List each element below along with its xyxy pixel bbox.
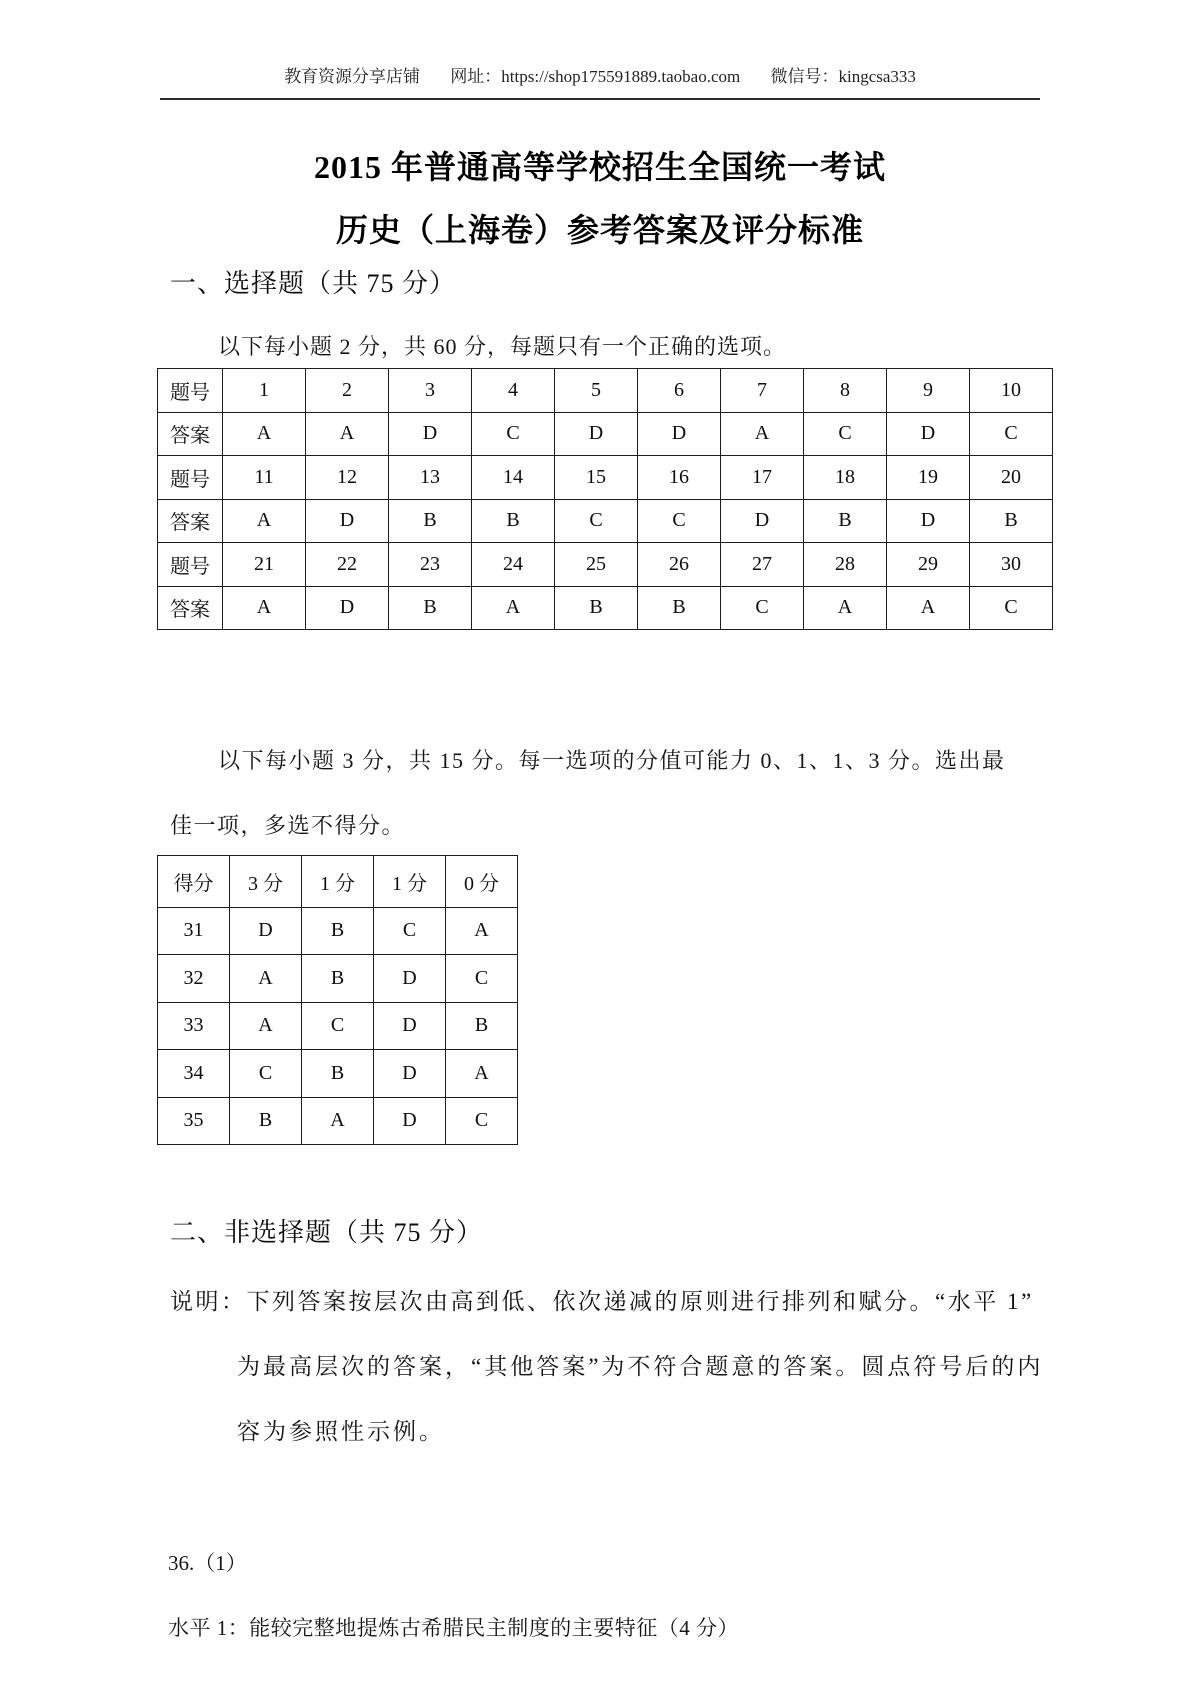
table-cell: 1 [223,369,306,413]
table-cell: 34 [158,1050,230,1098]
table-cell: B [472,499,555,543]
table-cell: D [374,1097,446,1145]
table-cell: 答案 [158,412,223,456]
table-cell: A [230,1002,302,1050]
table-cell: 11 [223,456,306,500]
table-cell: D [721,499,804,543]
table-cell: C [638,499,721,543]
document-title: 2015 年普通高等学校招生全国统一考试 [313,149,886,185]
page-header [160,62,1040,100]
table-cell: 32 [158,955,230,1003]
answer-table-1-30-body [158,369,1053,630]
table-cell: 9 [887,369,970,413]
section1-intro: 以下每小题 2 分，共 60 分，每题只有一个正确的选项。 [218,334,787,359]
table-cell: C [721,586,804,630]
table-cell: D [230,907,302,955]
table-cell: 得分 [158,856,230,908]
table-cell: B [389,499,472,543]
section1-heading: 一、选择题（共 75 分） [170,269,457,298]
table-cell: 14 [472,456,555,500]
table-cell: C [804,412,887,456]
table-cell: A [223,586,306,630]
note-line2: 为最高层次的答案，“其他答案”为不符合题意的答案。圆点符号后的内 [237,1354,1044,1379]
header-shop-name: 教育资源分享店铺 [284,67,421,86]
document-subtitle: 历史（上海卷）参考答案及评分标准 [335,212,864,248]
table-cell: D [374,1002,446,1050]
section1-intro2-line1: 以下每小题 3 分，共 15 分。每一选项的分值可能力 0、1、1、3 分。选出最 [218,748,1006,773]
table-row [158,856,518,908]
table-cell: 4 [472,369,555,413]
section1-intro2-line2: 佳一项，多选不得分。 [170,813,406,838]
table-cell: B [302,1050,374,1098]
table-cell: D [887,412,970,456]
note-line1-text: 下列答案按层次由高到低、依次递减的原则进行排列和赋分。“水平 1” [246,1289,1034,1314]
table-cell: C [970,412,1053,456]
table-row [158,1002,518,1050]
table-cell: A [302,1097,374,1145]
table-cell: B [638,586,721,630]
table-cell: 13 [389,456,472,500]
table-cell: D [638,412,721,456]
table-cell: C [374,907,446,955]
answer-table-questions-31-35 [157,855,518,1145]
table-cell: B [302,907,374,955]
table-cell: B [804,499,887,543]
table-cell: 30 [970,543,1053,587]
table-cell: 10 [970,369,1053,413]
table-cell: 答案 [158,499,223,543]
table-row [158,456,1053,500]
table-cell: 19 [887,456,970,500]
table-cell: 16 [638,456,721,500]
table-cell: D [306,586,389,630]
table-cell: 21 [223,543,306,587]
table-cell: D [374,955,446,1003]
table-row [158,499,1053,543]
table-row [158,586,1053,630]
table-row [158,412,1053,456]
header-url: 网址：https://shop175591889.taobao.com [450,67,741,86]
table-cell: C [446,955,518,1003]
table-cell: 0 分 [446,856,518,908]
question-36-part1-label: 36.（1） [168,1551,247,1575]
table-cell: 31 [158,907,230,955]
table-cell: 15 [555,456,638,500]
table-cell: 26 [638,543,721,587]
table-cell: 题号 [158,369,223,413]
table-row [158,369,1053,413]
table-cell: B [230,1097,302,1145]
table-cell: D [306,499,389,543]
table-cell: 8 [804,369,887,413]
answer-table-31-35-body [158,856,518,1145]
table-cell: 28 [804,543,887,587]
table-cell: 20 [970,456,1053,500]
table-cell: 题号 [158,456,223,500]
table-cell: D [555,412,638,456]
table-cell: A [306,412,389,456]
table-cell: 24 [472,543,555,587]
table-cell: 35 [158,1097,230,1145]
table-cell: 3 [389,369,472,413]
table-cell: D [887,499,970,543]
answer-table-questions-1-30 [157,368,1053,630]
table-cell: B [446,1002,518,1050]
table-cell: A [223,499,306,543]
table-cell: A [230,955,302,1003]
table-cell: 5 [555,369,638,413]
table-cell: C [230,1050,302,1098]
note-line1 [170,1283,1034,1316]
table-cell: 1 分 [302,856,374,908]
question-36-level1-criteria: 水平 1：能较完整地提炼古希腊民主制度的主要特征（4 分） [168,1616,739,1640]
table-cell: C [302,1002,374,1050]
table-cell: 18 [804,456,887,500]
table-cell: B [970,499,1053,543]
table-cell: 题号 [158,543,223,587]
table-cell: C [970,586,1053,630]
table-cell: B [389,586,472,630]
table-cell: 25 [555,543,638,587]
section2-heading: 二、非选择题（共 75 分） [170,1218,484,1247]
table-cell: D [374,1050,446,1098]
table-cell: 29 [887,543,970,587]
table-cell: 22 [306,543,389,587]
table-row [158,543,1053,587]
table-cell: B [555,586,638,630]
table-cell: 3 分 [230,856,302,908]
table-cell: A [804,586,887,630]
table-cell: 答案 [158,586,223,630]
table-cell: A [223,412,306,456]
table-cell: 17 [721,456,804,500]
table-cell: A [721,412,804,456]
table-row [158,955,518,1003]
note-line3: 容为参照性示例。 [237,1419,445,1444]
table-cell: D [389,412,472,456]
table-cell: A [446,1050,518,1098]
table-cell: 6 [638,369,721,413]
header-wechat: 微信号：kingcsa333 [770,67,916,86]
table-row [158,907,518,955]
table-cell: A [446,907,518,955]
table-cell: 27 [721,543,804,587]
table-cell: A [472,586,555,630]
note-label: 说明： [170,1289,247,1314]
table-cell: 2 [306,369,389,413]
table-cell: 23 [389,543,472,587]
table-cell: 33 [158,1002,230,1050]
table-cell: A [887,586,970,630]
table-cell: C [446,1097,518,1145]
table-cell: C [472,412,555,456]
table-row [158,1050,518,1098]
table-cell: B [302,955,374,1003]
table-cell: 7 [721,369,804,413]
table-row [158,1097,518,1145]
table-cell: 1 分 [374,856,446,908]
table-cell: C [555,499,638,543]
table-cell: 12 [306,456,389,500]
